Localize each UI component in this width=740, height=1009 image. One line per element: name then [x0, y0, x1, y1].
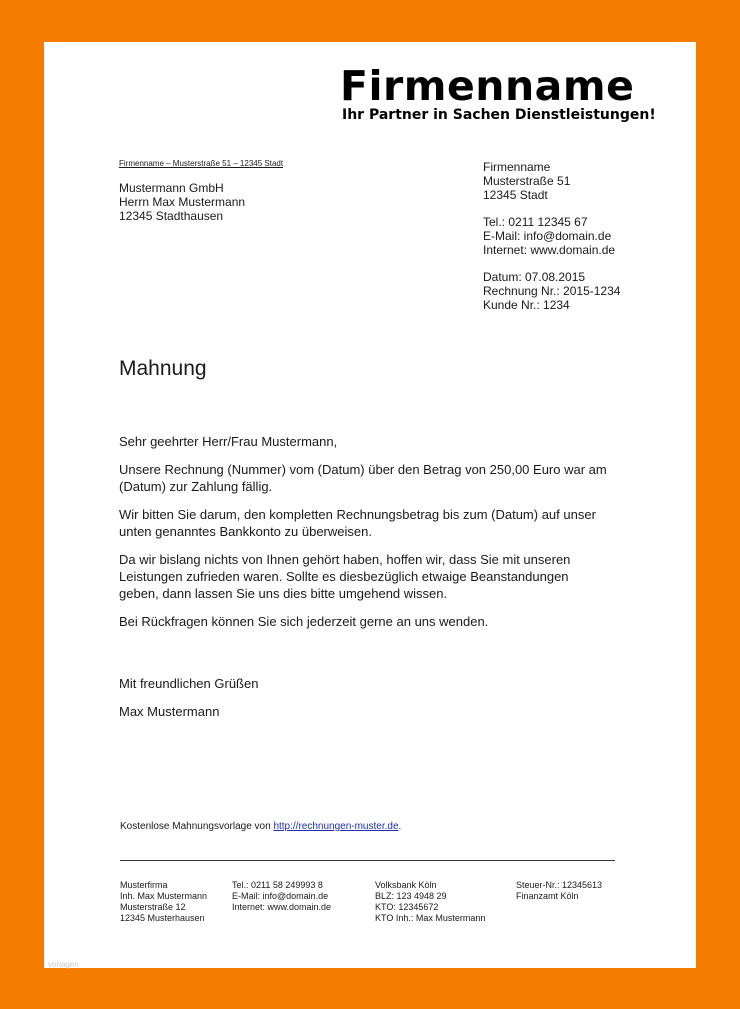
- footer-line: Tel.: 0211 58 249993 8: [232, 880, 323, 890]
- footer-line: Inh. Max Mustermann: [120, 891, 208, 901]
- paragraph-questions: Bei Rückfragen können Sie sich jederzeit gerne an uns wenden.: [119, 614, 489, 629]
- footer-contact-column: [232, 880, 331, 913]
- info-email: E-Mail: info@domain.de: [483, 229, 612, 243]
- footer-line: Internet: www.domain.de: [232, 902, 332, 912]
- info-date: Datum: 07.08.2015: [483, 270, 586, 284]
- footer-divider: [120, 860, 615, 861]
- signature: Max Mustermann: [119, 704, 220, 719]
- info-phone: Tel.: 0211 12345 67: [483, 215, 588, 229]
- paragraph-satisfaction: [119, 551, 639, 602]
- info-website: Internet: www.domain.de: [483, 243, 616, 257]
- paragraph-line: geben, dann lassen Sie uns dies bitte umgehend wissen.: [119, 586, 448, 601]
- document-page: [44, 42, 696, 968]
- footer-line: Volksbank Köln: [375, 880, 437, 890]
- footer-tax-column: [516, 880, 602, 902]
- info-city: 12345 Stadt: [483, 188, 548, 202]
- paragraph-line: (Datum) zur Zahlung fällig.: [119, 479, 273, 494]
- template-link[interactable]: http://rechnungen-muster.de: [273, 821, 399, 832]
- sender-return-address: Firmenname – Musterstraße 51 – 12345 Stadt: [119, 159, 284, 168]
- footer-line: E-Mail: info@domain.de: [232, 891, 329, 901]
- letter-heading: Mahnung: [119, 357, 207, 380]
- footer-line: 12345 Musterhausen: [120, 913, 205, 923]
- recipient-city: 12345 Stadthausen: [119, 209, 224, 223]
- footer-line: Finanzamt Köln: [516, 891, 579, 901]
- footer-line: Steuer-Nr.: 12345613: [516, 880, 603, 890]
- info-invoice-number: Rechnung Nr.: 2015-1234: [483, 284, 621, 298]
- footer-line: Musterstraße 12: [120, 902, 186, 912]
- paragraph-line: Leistungen zufrieden waren. Sollte es diesbezüglich etwaige Beanstandungen: [119, 569, 569, 584]
- letter-body: [119, 433, 639, 731]
- info-street: Musterstraße 51: [483, 174, 571, 188]
- closing: Mit freundlichen Grüßen: [119, 676, 259, 691]
- salutation: Sehr geehrter Herr/Frau Mustermann,: [119, 434, 338, 449]
- company-name: Firmenname: [340, 62, 635, 110]
- company-slogan: Ihr Partner in Sachen Dienstleistungen!: [342, 107, 656, 123]
- recipient-person: Herrn Max Mustermann: [119, 195, 246, 209]
- paragraph-invoice: [119, 461, 639, 495]
- paragraph-request: [119, 506, 639, 540]
- footer-line: KTO Inh.: Max Mustermann: [375, 913, 486, 923]
- paragraph-line: Da wir bislang nichts von Ihnen gehört haben, hoffen wir, dass Sie mit unseren: [119, 552, 571, 567]
- paragraph-line: unten genanntes Bankkonto zu überweisen.: [119, 524, 372, 539]
- sender-info-block: [483, 160, 620, 312]
- info-customer-number: Kunde Nr.: 1234: [483, 298, 570, 312]
- footer-line: KTO: 12345672: [375, 902, 439, 912]
- footer-note-suffix: .: [398, 821, 402, 832]
- paragraph-line: Unsere Rechnung (Nummer) vom (Datum) über den Betrag von 250,00 Euro war am: [119, 462, 607, 477]
- paragraph-line: Wir bitten Sie darum, den kompletten Rechnungsbetrag bis zum (Datum) auf unser: [119, 507, 596, 522]
- recipient-address: [119, 181, 245, 223]
- footer-bank-column: [375, 880, 485, 924]
- footer-line: BLZ: 123 4948 29: [375, 891, 447, 901]
- watermark: vorlagen: [48, 960, 79, 969]
- recipient-company: Mustermann GmbH: [119, 181, 224, 195]
- footer-line: Musterfirma: [120, 880, 168, 890]
- info-company: Firmenname: [483, 160, 551, 174]
- footer-note: [120, 822, 401, 832]
- footer-note-text: Kostenlose Mahnungsvorlage von: [120, 821, 274, 832]
- footer-company-column: [120, 880, 207, 924]
